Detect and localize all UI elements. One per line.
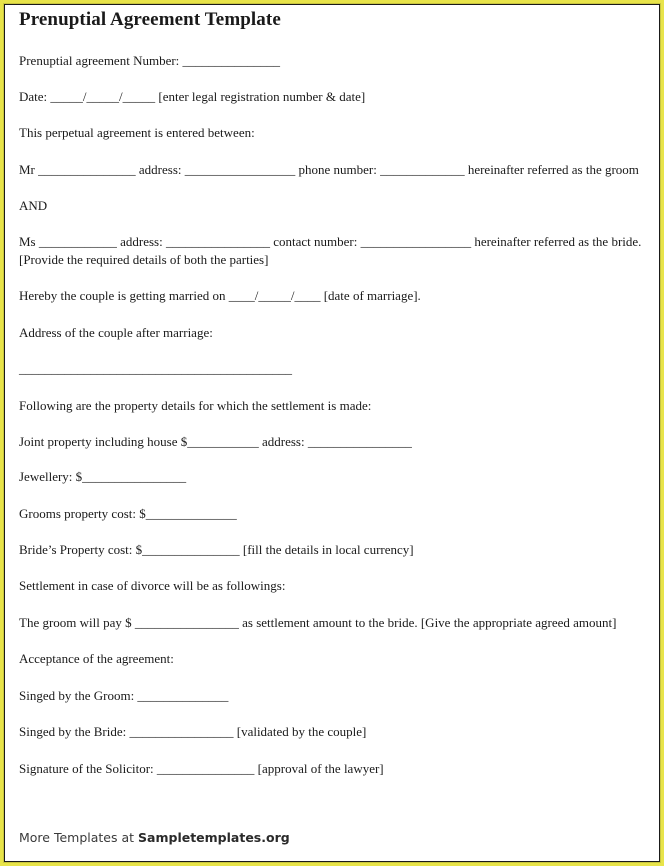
- acceptance-line: Acceptance of the agreement:: [19, 651, 174, 666]
- parties-note-line: [Provide the required details of both the parties]: [19, 252, 269, 267]
- date-line: Date: _____/_____/_____ [enter legal registration number & date]: [19, 89, 366, 104]
- brides-property-line: Bride’s Property cost: $_______________ [fill the details in local currency]: [19, 542, 414, 557]
- address-blank-line: __________________________________________: [19, 361, 292, 376]
- bride-details-line: Ms ____________ address: ________________ contact number: _________________ hereinafter referred as the bride.: [19, 234, 642, 249]
- groom-signature-line: Singed by the Groom: ______________: [19, 688, 229, 703]
- property-intro-line: Following are the property details for which the settlement is made:: [19, 398, 372, 413]
- footer-prefix: More Templates at: [19, 830, 139, 845]
- groom-details-line: Mr _______________ address: _________________ phone number: _____________ hereinafter referred as the groom: [19, 162, 639, 177]
- marriage-date-line: Hereby the couple is getting married on ____/_____/____ [date of marriage].: [19, 288, 421, 303]
- address-label-line: Address of the couple after marriage:: [19, 325, 213, 340]
- solicitor-signature-line: Signature of the Solicitor: _______________ [approval of the lawyer]: [19, 761, 384, 776]
- and-line: AND: [19, 198, 48, 213]
- agreement-number-line: Prenuptial agreement Number: _______________: [19, 53, 281, 68]
- jewellery-line: Jewellery: $________________: [19, 469, 187, 484]
- settlement-intro-line: Settlement in case of divorce will be as followings:: [19, 578, 286, 593]
- footer-site-link[interactable]: Sampletemplates.org: [138, 830, 290, 845]
- settlement-amount-line: The groom will pay $ ________________ as settlement amount to the bride. [Give the appropriate agreed amount]: [19, 615, 617, 630]
- document-title: Prenuptial Agreement Template: [19, 9, 281, 30]
- footer: [19, 830, 290, 845]
- joint-property-line: Joint property including house $___________ address: ________________: [19, 434, 412, 449]
- grooms-property-line: Grooms property cost: $______________: [19, 506, 237, 521]
- parties-intro-line: This perpetual agreement is entered between:: [19, 125, 255, 140]
- bride-signature-line: Singed by the Bride: ________________ [validated by the couple]: [19, 724, 367, 739]
